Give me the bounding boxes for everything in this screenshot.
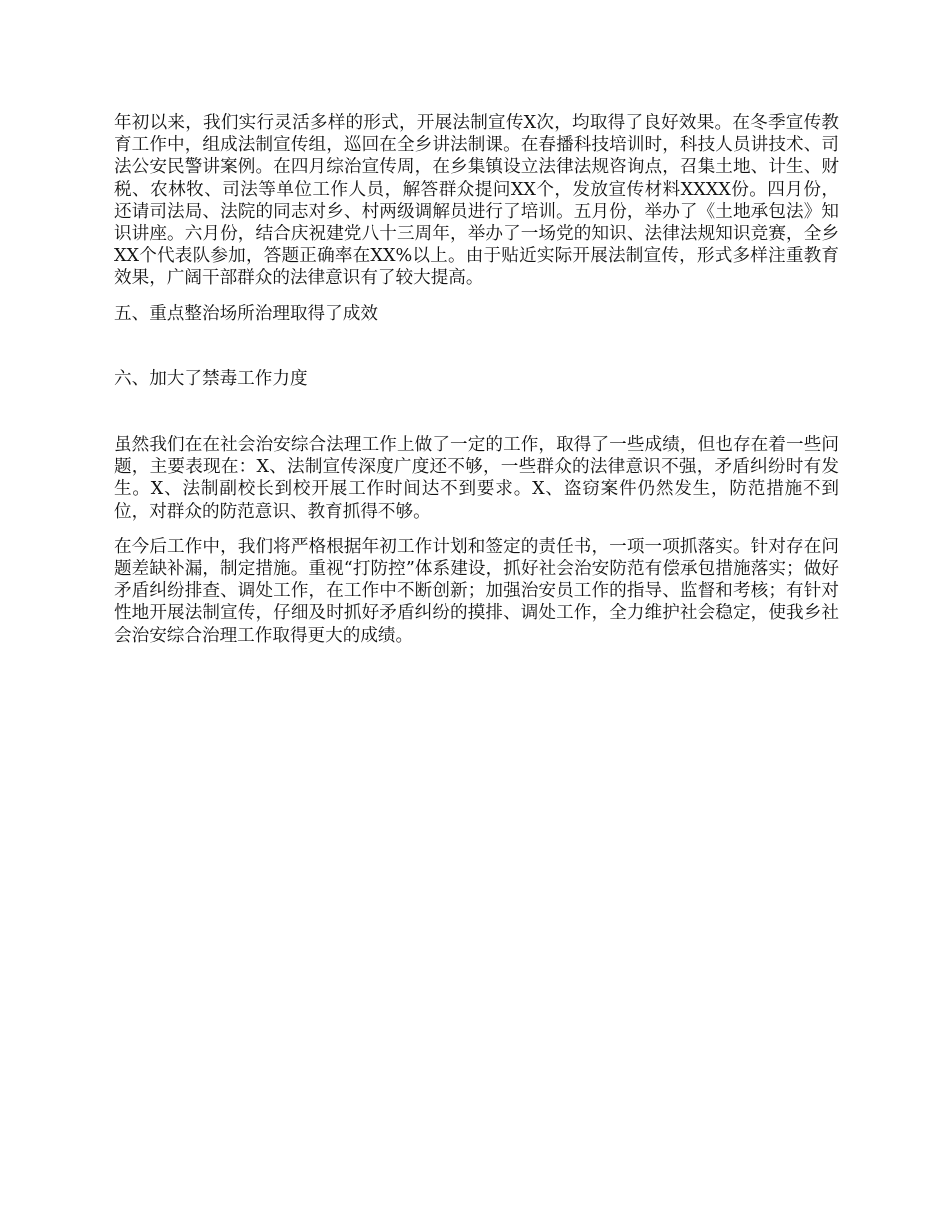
paragraph-problems: 虽然我们在在社会治安综合法理工作上做了一定的工作，取得了一些成绩，但也存在着一些问题，主要表现在：X、法制宣传深度广度还不够，一些群众的法律意识不强，矛盾纠纷时有发生。X、法制副校长到校开展工作时间达不到要求。X、盗窃案件仍然发生，防范措施不到位，对群众的防范意识、教育抓得不够。 [114, 435, 839, 522]
paragraph-future-work: 在今后工作中，我们将严格根据年初工作计划和签定的责任书，一项一项抓落实。针对存在问题差缺补漏，制定措施。重视“打防控”体系建设，抓好社会治安防范有偿承包措施落实；做好矛盾纠纷排查、调处工作，在工作中不断创新；加强治安员工作的指导、监督和考核；有针对性地开展法制宣传，仔细及时抓好矛盾纠纷的摸排、调处工作，全力维护社会稳定，使我乡社会治安综合治理工作取得更大的成绩。 [114, 536, 839, 646]
section-heading-5: 五、重点整治场所治理取得了成效 [114, 303, 378, 324]
paragraph-legal-publicity: 年初以来，我们实行灵活多样的形式，开展法制宣传X次，均取得了良好效果。在冬季宣传教育工作中，组成法制宣传组，巡回在全乡讲法制课。在春播科技培训时，科技人员讲技术、司法公安民警讲案例。在四月综治宣传周，在乡集镇设立法律法规咨询点，召集土地、计生、财税、农林牧、司法等单位工作人员，解答群众提问XX个，发放宣传材料XXXX份。四月份，还请司法局、法院的同志对乡、村两级调解员进行了培训。五月份，举办了《土地承包法》知识讲座。六月份，结合庆祝建党八十三周年，举办了一场党的知识、法律法规知识竞赛，全乡XX个代表队参加，答题正确率在XX%以上。由于贴近实际开展法制宣传，形式多样注重教育效果，广阔干部群众的法律意识有了较大提高。 [114, 113, 839, 289]
section-heading-6: 六、加大了禁毒工作力度 [114, 368, 308, 389]
document-body [114, 112, 839, 647]
